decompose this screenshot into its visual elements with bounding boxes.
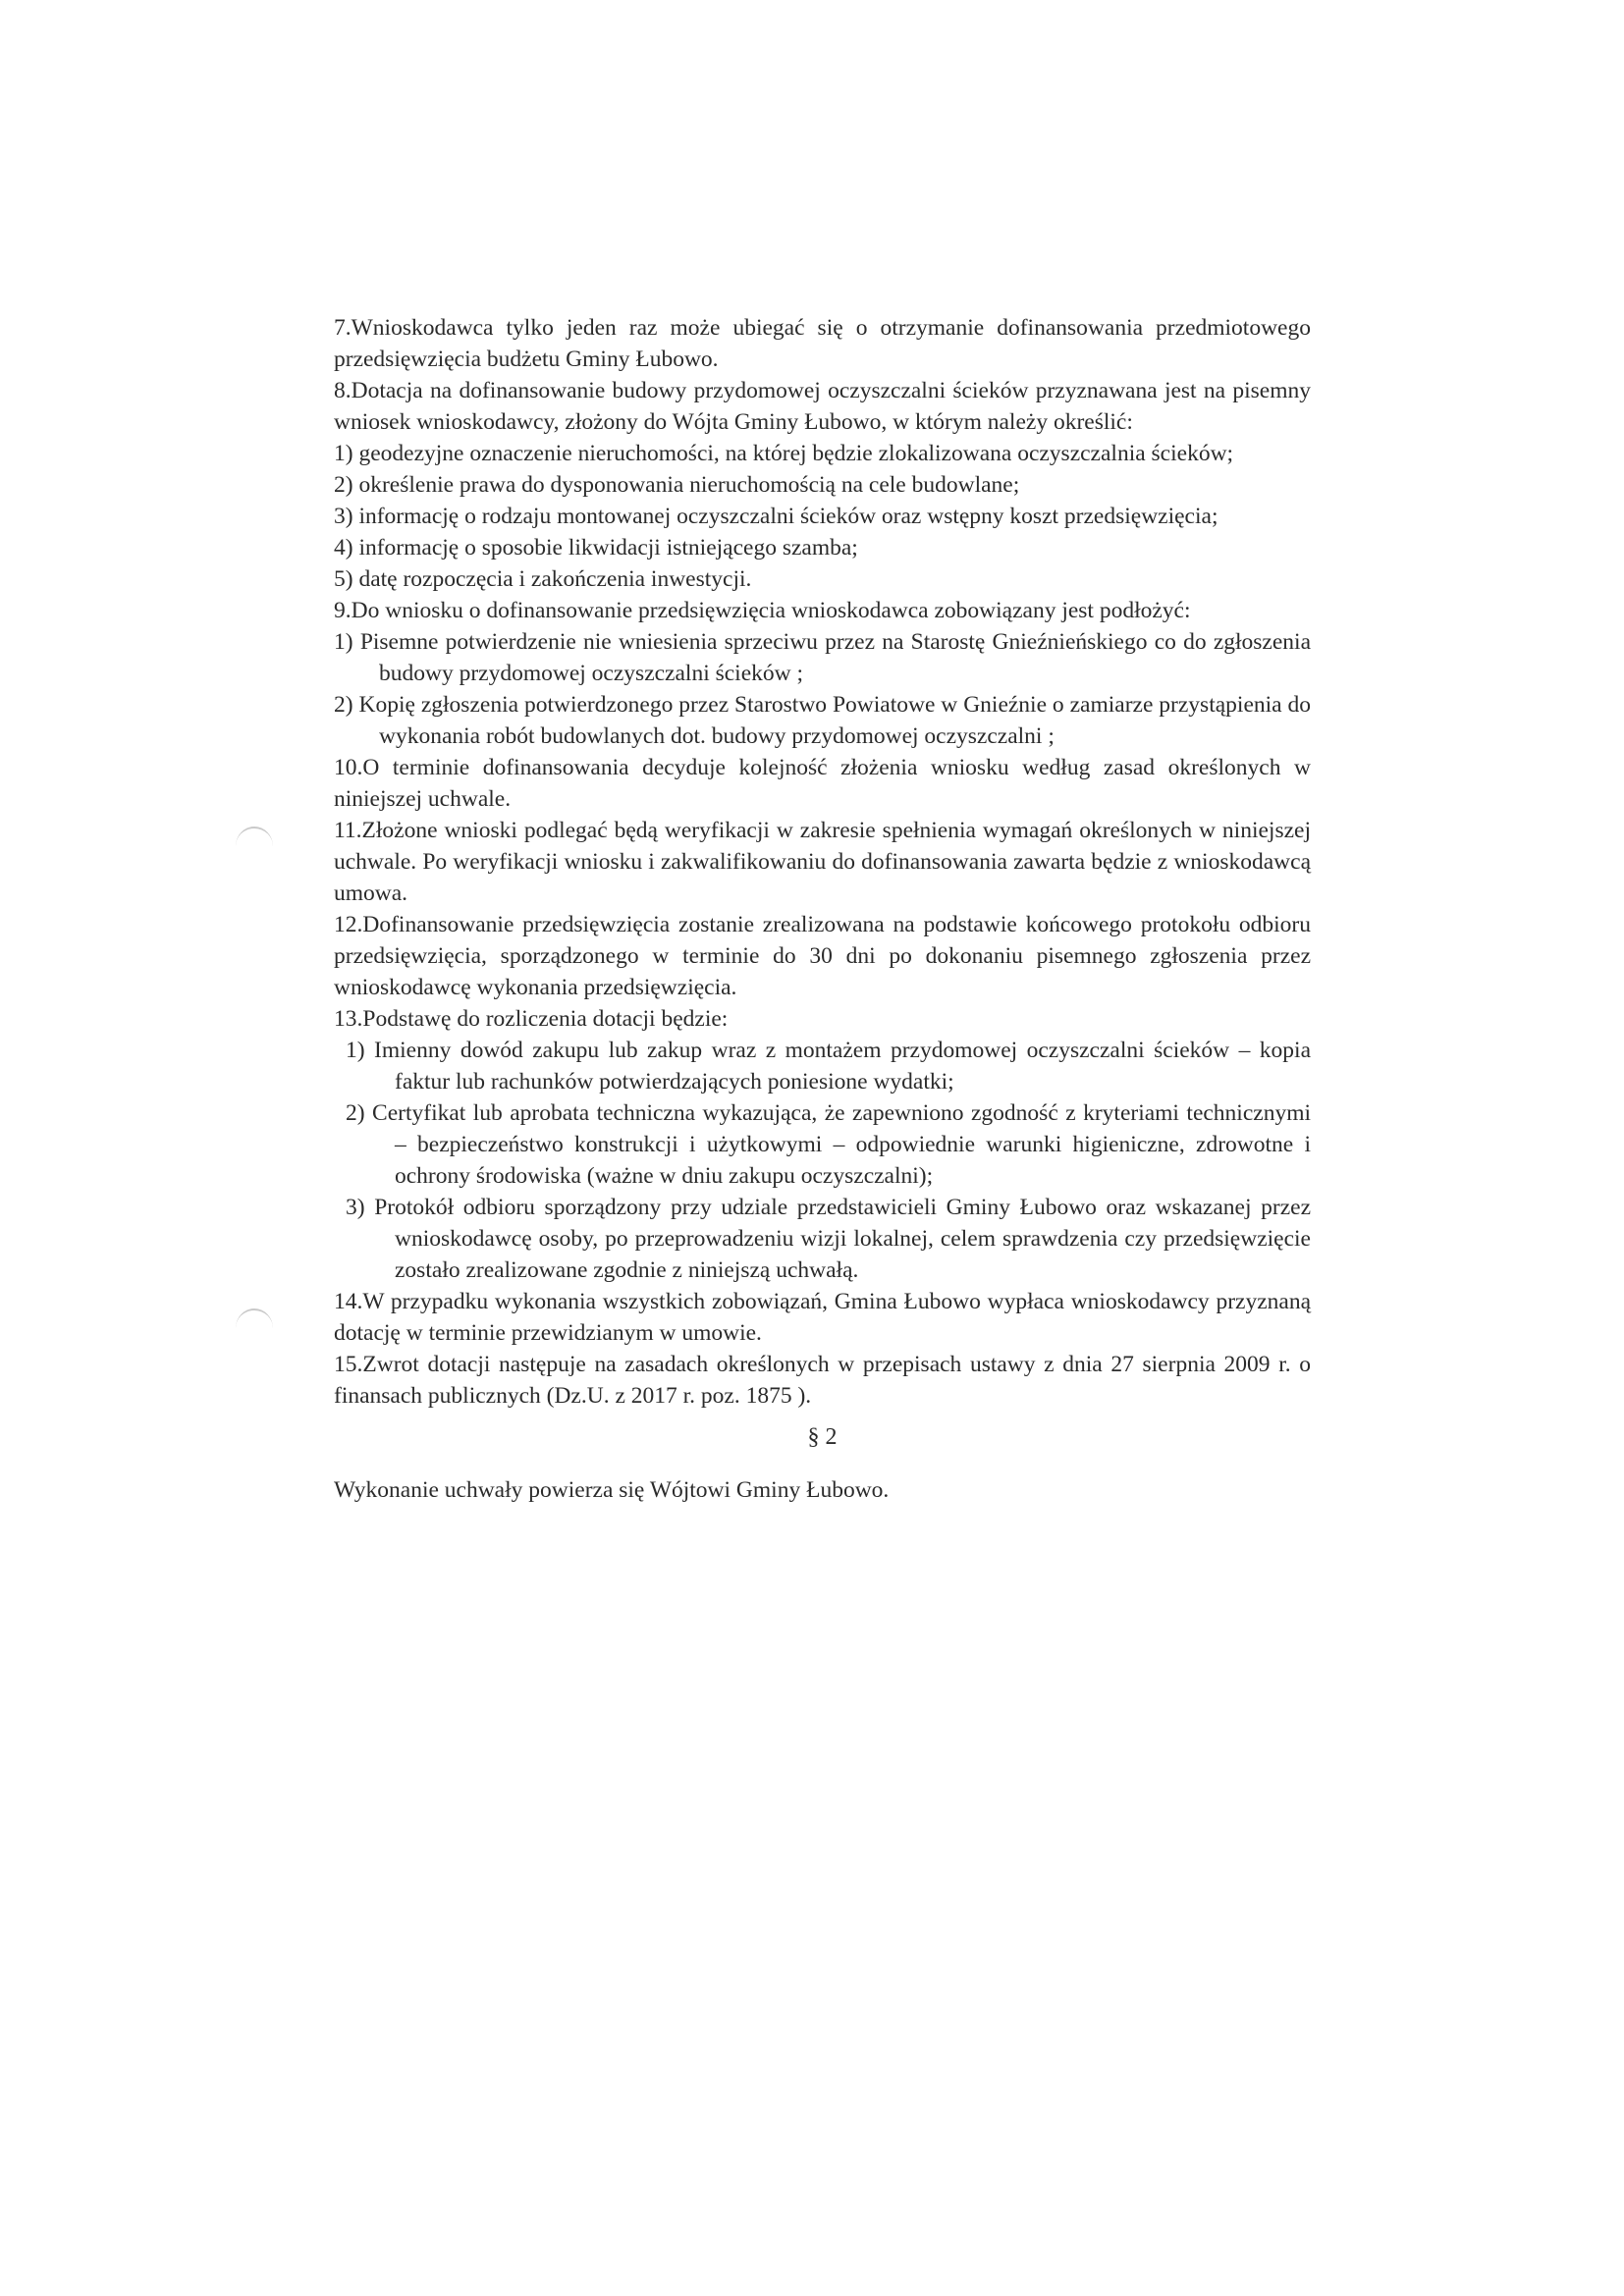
paragraph-7: 7.Wnioskodawca tylko jeden raz może ubiegać się o otrzymanie dofinansowania przedmiotowego przedsięwzięcia budżetu Gminy Łubowo.: [334, 315, 1311, 372]
item-number: 2): [334, 472, 353, 498]
list-item: [334, 1035, 1311, 1097]
paragraph-15: 15.Zwrot dotacji następuje na zasadach określonych w przepisach ustawy z dnia 27 sierpnia 2009 r. o finansach publicznych (Dz.U. z 2017 r. poz. 1875 ).: [334, 1352, 1311, 1409]
item-text: Kopię zgłoszenia potwierdzonego przez Starostwo Powiatowe w Gnieźnie o zamiarze przystąpienia do wykonania robót budowlanych dot. budowy przydomowej oczyszczalni ;: [358, 692, 1312, 749]
list-item: [334, 626, 1311, 689]
list-item: [334, 469, 1311, 501]
item-number: 1): [346, 1038, 365, 1063]
paragraph-9-list: [334, 626, 1311, 752]
list-item: [334, 532, 1311, 563]
item-number: 2): [346, 1100, 365, 1126]
list-item: [334, 563, 1311, 595]
list-item: [334, 438, 1311, 469]
item-number: 4): [334, 535, 353, 561]
list-item: [334, 1097, 1311, 1192]
paragraph-8-list: [334, 438, 1311, 595]
item-number: 1): [334, 629, 353, 655]
item-text: określenie prawa do dysponowania nieruchomością na cele budowlane;: [358, 472, 1020, 498]
item-number: 3): [346, 1195, 365, 1220]
item-number: 1): [334, 441, 353, 466]
item-text: Certyfikat lub aprobata techniczna wykazująca, że zapewniono zgodność z kryteriami technicznymi – bezpieczeństwo konstrukcji i użytkowymi – odpowiednie warunki higieniczne, zdrowotne i ochrony środowiska (ważne w dniu zakupu oczyszczalni);: [372, 1100, 1311, 1189]
item-number: 2): [334, 692, 353, 718]
paragraph-13: 13.Podstawę do rozliczenia dotacji będzie:: [334, 1006, 729, 1032]
paragraph-8: 8.Dotacja na dofinansowanie budowy przydomowej oczyszczalni ścieków przyznawana jest na pisemny wniosek wnioskodawcy, złożony do Wójta Gminy Łubowo, w którym należy określić:: [334, 378, 1311, 435]
item-text: informację o rodzaju montowanej oczyszczalni ścieków oraz wstępny koszt przedsięwzięcia;: [358, 504, 1218, 529]
paragraph-11: 11.Złożone wnioski podlegać będą weryfikacji w zakresie spełnienia wymagań określonych w niniejszej uchwale. Po weryfikacji wniosku i zakwalifikowaniu do dofinansowania zawarta będzie z wnioskodawcą umowa.: [334, 818, 1311, 906]
paragraph-10: 10.O terminie dofinansowania decyduje kolejność złożenia wniosku według zasad określonych w niniejszej uchwale.: [334, 755, 1311, 812]
paragraph-12: 12.Dofinansowanie przedsięwzięcia zostanie zrealizowana na podstawie końcowego protokołu odbioru przedsięwzięcia, sporządzonego w terminie do 30 dni po dokonaniu pisemnego zgłoszenia przez wnioskodawcę wykonania przedsięwzięcia.: [334, 912, 1311, 1000]
item-text: Protokół odbioru sporządzony przy udziale przedstawicieli Gminy Łubowo oraz wskazanej przez wnioskodawcę osoby, po przeprowadzeniu wizji lokalnej, celem sprawdzenia czy przedsięwzięcie zostało zrealizowane zgodnie z niniejszą uchwałą.: [374, 1195, 1311, 1283]
list-item: [334, 689, 1311, 752]
paragraph-14: 14.W przypadku wykonania wszystkich zobowiązań, Gmina Łubowo wypłaca wnioskodawcy przyznaną dotację w terminie przewidzianym w umowie.: [334, 1289, 1311, 1346]
item-text: geodezyjne oznaczenie nieruchomości, na której będzie zlokalizowana oczyszczalnia ścieków;: [358, 441, 1234, 466]
closing-sentence: Wykonanie uchwały powierza się Wójtowi Gminy Łubowo.: [334, 1477, 890, 1503]
list-item: [334, 501, 1311, 532]
item-text: Pisemne potwierdzenie nie wniesienia sprzeciwu przez na Starostę Gnieźnieńskiego co do zgłoszenia budowy przydomowej oczyszczalni ścieków ;: [359, 629, 1312, 686]
section-heading: § 2: [807, 1424, 838, 1450]
item-text: datę rozpoczęcia i zakończenia inwestycji.: [358, 566, 752, 592]
item-text: Imienny dowód zakupu lub zakup wraz z montażem przydomowej oczyszczalni ścieków – kopia faktur lub rachunków potwierdzających poniesione wydatki;: [374, 1038, 1311, 1095]
punch-hole-mark-upper: [236, 827, 273, 866]
paragraph-13-list: [334, 1035, 1311, 1286]
item-number: 3): [334, 504, 353, 529]
item-number: 5): [334, 566, 353, 592]
document-page: [334, 312, 1311, 1506]
list-item: [334, 1192, 1311, 1286]
punch-hole-mark-lower: [236, 1308, 273, 1348]
paragraph-9: 9.Do wniosku o dofinansowanie przedsięwzięcia wnioskodawca zobowiązany jest podłożyć:: [334, 598, 1191, 623]
item-text: informację o sposobie likwidacji istniejącego szamba;: [358, 535, 858, 561]
